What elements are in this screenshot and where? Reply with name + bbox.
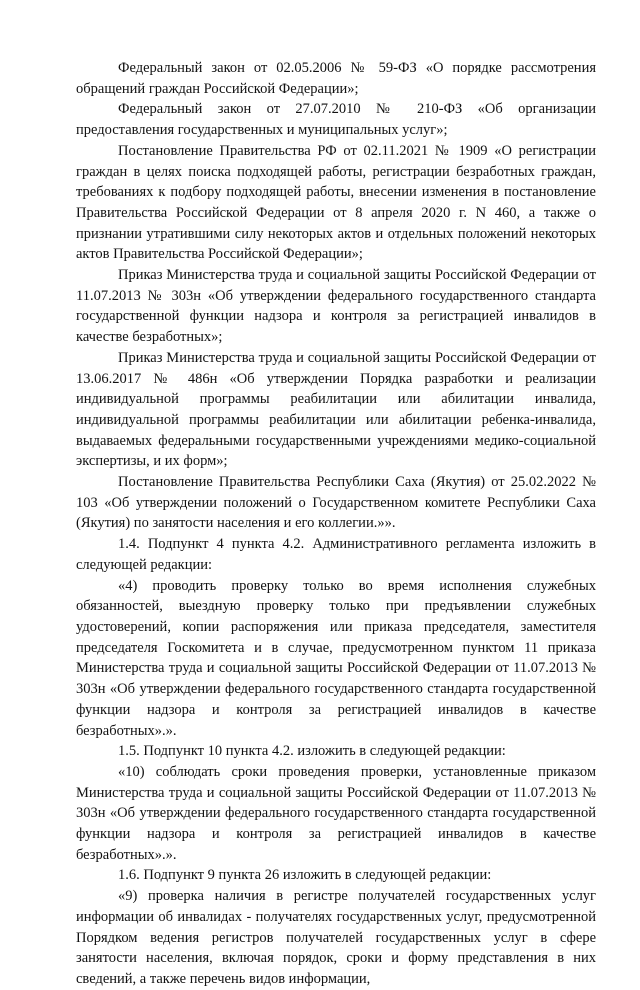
paragraph-subitem-10-text: «10) соблюдать сроки проведения проверки, установленные приказом Министерства труда и социальной защиты Российской Федерации от 11.07.2013 № 303н «Об утверждении федерального государственного стандарта государственной функции надзора и контроля за регистрацией инвалидов в качестве безработных».». <box>76 763 596 863</box>
document-page <box>76 58 596 990</box>
paragraph-order-486n: Приказ Министерства труда и социальной защиты Российской Федерации от 13.06.2017 № 486н «Об утверждении Порядка разработки и реализации индивидуальной программы реабилитации или абилитации инвалида, индивидуальной программы реабилитации или абилитации ребенка-инвалида, выдаваемых федеральными государственными учреждениями медико-социальной экспертизы, и их форм»; <box>76 349 596 470</box>
paragraph-resolution-sakha-103: Постановление Правительства Республики Саха (Якутия) от 25.02.2022 № 103 «Об утверждении положений о Государственном комитете Республики Саха (Якутия) по занятости населения и его коллегии.»». <box>76 474 596 532</box>
paragraph-item-1-6: 1.6. Подпункт 9 пункта 26 изложить в следующей редакции: <box>118 867 492 884</box>
paragraph-federal-law-59: Федеральный закон от 02.05.2006 № 59-ФЗ «О порядке рассмотрения обращений граждан Российской Федерации»; <box>76 60 596 97</box>
paragraph-subitem-9-text: «9) проверка наличия в регистре получателей государственных услуг информации об инвалидах - получателях государственных услуг, предусмотренной Порядком ведения регистров получателей государственных услуг в сфере занятости населения, включая порядок, сроки и форму представления в них сведений, а также перечень видов информации, <box>76 888 596 987</box>
paragraph-federal-law-210: Федеральный закон от 27.07.2010 № 210-ФЗ «Об организации предоставления государственных и муниципальных услуг»; <box>76 101 596 139</box>
paragraph-government-resolution-1909: Постановление Правительства РФ от 02.11.2021 № 1909 «О регистрации граждан в целях поиска подходящей работы, регистрации безработных граждан, требованиях к подбору подходящей работы, внесении изменения в постановление Правительства Российской Федерации от 8 апреля 2020 г. N 460, а также о признании утратившими силу некоторых актов и отдельных положений некоторых актов Правительства Российской Федерации»; <box>76 142 596 263</box>
paragraph-item-1-5: 1.5. Подпункт 10 пункта 4.2. изложить в следующей редакции: <box>118 743 506 760</box>
paragraph-subitem-4-text: «4) проводить проверку только во время исполнения служебных обязанностей, выездную проверку только при предъявлении служебных удостоверений, копии распоряжения или приказа председателя, заместителя председателя Госкомитета и в случае, предусмотренном пунктом 11 приказа Министерства труда и социальной защиты Российской Федерации от 11.07.2013 № 303н «Об утверждении федерального государственного стандарта государственной функции надзора и контроля за регистрацией инвалидов в качестве безработных».». <box>76 577 596 739</box>
paragraph-item-1-4: 1.4. Подпункт 4 пункта 4.2. Административного регламента изложить в следующей редакции: <box>76 536 596 573</box>
paragraph-order-303n: Приказ Министерства труда и социальной защиты Российской Федерации от 11.07.2013 № 303н «Об утверждении федерального государственного стандарта государственной функции надзора и контроля за регистрацией инвалидов в качестве безработных»; <box>76 267 596 346</box>
